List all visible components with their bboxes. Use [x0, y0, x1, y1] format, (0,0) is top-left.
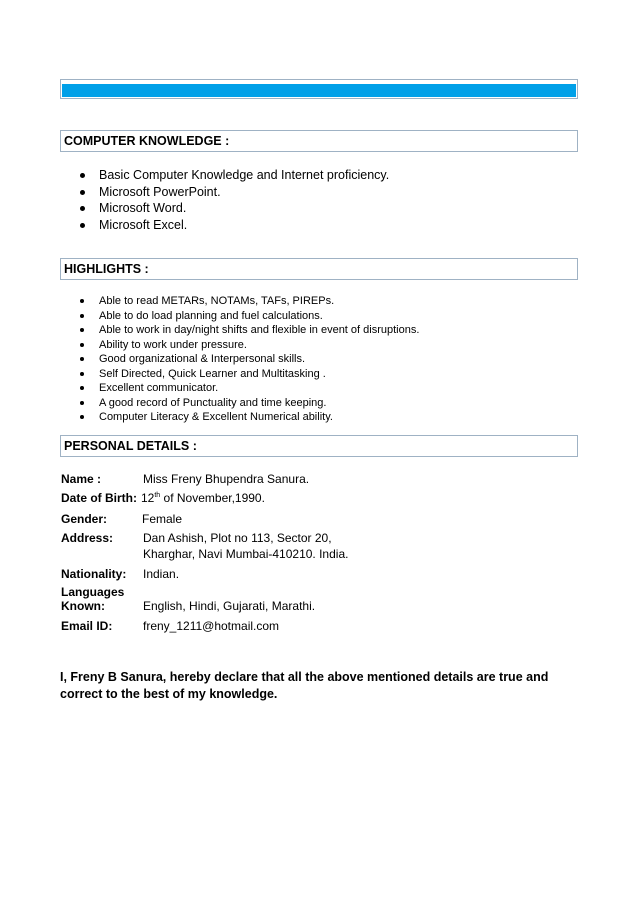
detail-label: Nationality: [61, 567, 127, 581]
detail-value: Indian. [143, 567, 180, 581]
list-item: Excellent communicator. [80, 381, 419, 396]
detail-label: Gender: [61, 512, 108, 526]
accent-bar-frame [60, 79, 578, 99]
detail-value-line2: Kharghar, Navi Mumbai-410210. India. [143, 547, 349, 561]
dob-suffix: th [154, 492, 161, 499]
list-item: Microsoft PowerPoint. [80, 184, 389, 201]
list-item: Basic Computer Knowledge and Internet proficiency. [80, 167, 389, 184]
section-header-computer-knowledge [60, 130, 578, 152]
detail-value: Female [142, 512, 183, 526]
list-item: Able to read METARs, NOTAMs, TAFs, PIREPs. [80, 294, 419, 309]
detail-label: Date of Birth: [61, 491, 137, 505]
dob-rest: of November,1990. [160, 491, 265, 505]
list-item: Ability to work under pressure. [80, 338, 419, 353]
detail-label: Address: [61, 531, 114, 545]
detail-label-line2: Known: [61, 599, 105, 613]
detail-label: Name : [61, 472, 102, 486]
section-title: COMPUTER KNOWLEDGE : [64, 134, 230, 148]
list-item: Good organizational & Interpersonal skills. [80, 352, 419, 367]
list-item: Self Directed, Quick Learner and Multitasking . [80, 367, 419, 382]
detail-label: Email ID: [61, 619, 113, 633]
detail-label-line1: Languages [61, 585, 125, 599]
list-item: Microsoft Word. [80, 200, 389, 217]
list-item: Able to do load planning and fuel calculations. [80, 309, 419, 324]
computer-knowledge-list [80, 167, 389, 233]
detail-value-line1: Dan Ashish, Plot no 113, Sector 20, [143, 531, 332, 545]
detail-value: Miss Freny Bhupendra Sanura. [143, 472, 310, 486]
accent-bar [62, 84, 576, 97]
section-header-personal-details [60, 435, 578, 457]
list-item: Computer Literacy & Excellent Numerical ability. [80, 410, 419, 425]
list-item: Able to work in day/night shifts and flexible in event of disruptions. [80, 323, 419, 338]
list-item: A good record of Punctuality and time keeping. [80, 396, 419, 411]
detail-value [141, 490, 265, 506]
section-title: HIGHLIGHTS : [64, 262, 149, 276]
highlights-list [80, 294, 419, 425]
section-header-highlights [60, 258, 578, 280]
detail-value: English, Hindi, Gujarati, Marathi. [143, 599, 316, 613]
dob-day: 12 [141, 491, 155, 505]
declaration-text: I, Freny B Sanura, hereby declare that all the above mentioned details are true and correct to the best of my knowledge. [60, 670, 549, 701]
list-item: Microsoft Excel. [80, 217, 389, 234]
email-link[interactable]: freny_1211@hotmail.com [143, 619, 280, 633]
section-title: PERSONAL DETAILS : [64, 439, 197, 453]
